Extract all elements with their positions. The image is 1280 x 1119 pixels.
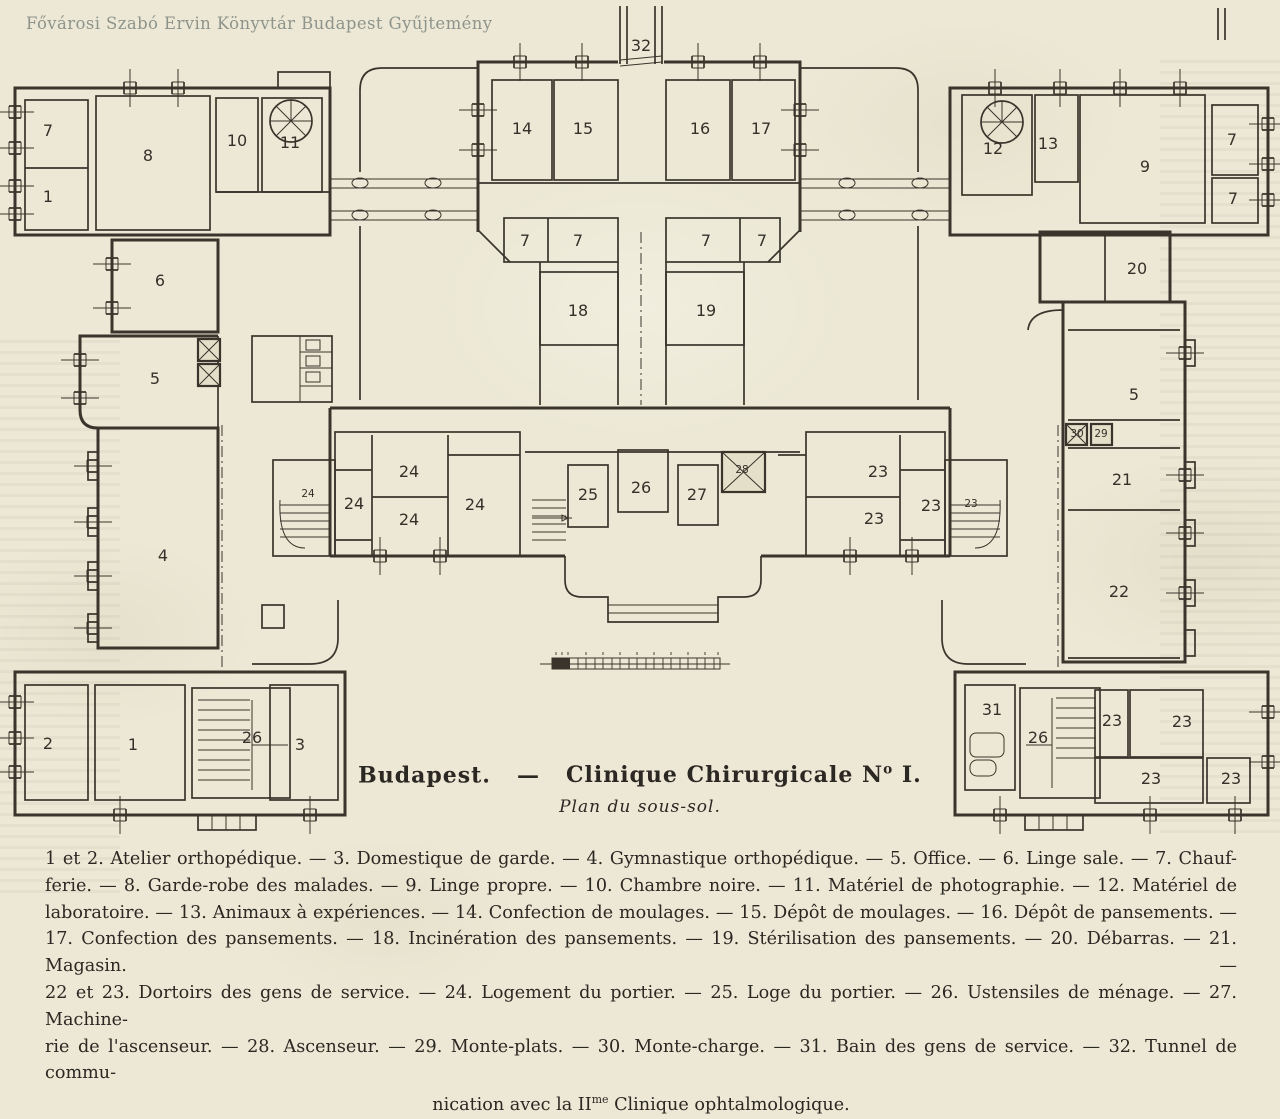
room-label-4: 4: [157, 546, 169, 565]
room-label-13: 13: [1037, 134, 1059, 153]
room-label-8: 8: [142, 146, 154, 165]
room-label-7: 7: [519, 231, 531, 250]
spiral-stair-icon: [981, 101, 1023, 143]
room-label-26: 26: [1027, 728, 1049, 747]
title-city: Budapest.: [358, 762, 491, 789]
room-label-9: 9: [1139, 157, 1151, 176]
room-label-7: 7: [1227, 189, 1239, 208]
legend-text: [45, 846, 1237, 1119]
room-label-24: 24: [398, 462, 420, 481]
room-label-2: 2: [42, 734, 54, 753]
room-label-11: 11: [279, 133, 301, 152]
central-wing: [273, 408, 1007, 622]
left-wing: [15, 72, 345, 830]
room-label-1: 1: [42, 187, 54, 206]
room-label-21: 21: [1111, 470, 1133, 489]
room-label-5: 5: [1128, 385, 1140, 404]
legend-line: ferie. — 8. Garde-robe des malades. — 9. Linge propre. — 10. Chambre noire. — 11. Matériel de photographie. — 12. Matériel de: [45, 875, 1237, 896]
room-label-19: 19: [695, 301, 717, 320]
room-label-14: 14: [511, 119, 533, 138]
room-label-7: 7: [1226, 130, 1238, 149]
legend-last-line: nication avec la $II^{me}$ Clinique ophtalmologique.: [432, 1093, 850, 1116]
room-label-24: 24: [343, 494, 365, 513]
room-label-24: 24: [301, 488, 315, 500]
room-label-18: 18: [567, 301, 589, 320]
room-label-7: 7: [572, 231, 584, 250]
room-label-23: 23: [867, 462, 889, 481]
room-label-24: 24: [398, 510, 420, 529]
legend-line: 17. Confection des pansements. — 18. Incinération des pansements. — 19. Stérilisation des pansements. — 20. Débarras. — 21. Magasin. —: [45, 929, 1237, 977]
room-label-20: 20: [1126, 259, 1148, 278]
room-label-23: 23: [1101, 711, 1123, 730]
plan-title: [0, 762, 1280, 788]
room-label-27: 27: [686, 485, 708, 504]
room-label-10: 10: [226, 131, 248, 150]
room-label-23: 23: [1171, 712, 1193, 731]
room-label-1: 1: [127, 735, 139, 754]
room-label-23: 23: [964, 498, 978, 510]
room-label-22: 22: [1108, 582, 1130, 601]
room-label-30: 30: [1070, 428, 1084, 440]
room-number-labels: [43, 36, 1241, 788]
room-label-7: 7: [700, 231, 712, 250]
room-label-12: 12: [982, 139, 1004, 158]
room-label-24: 24: [464, 495, 486, 514]
room-label-29: 29: [1094, 428, 1108, 440]
wc-cells: [252, 336, 332, 402]
legend-line: 22 et 23. Dortoirs des gens de service. — 24. Logement du portier. — 25. Loge du portier. — 26. Ustensiles de ménage. — 27. Machine-: [45, 982, 1237, 1030]
room-label-3: 3: [294, 735, 306, 754]
room-label-25: 25: [577, 485, 599, 504]
plan-title-block: [0, 762, 1280, 817]
service-lift-icon: [198, 339, 220, 386]
legend-line: laboratoire. — 13. Animaux à expériences. — 14. Confection de moulages. — 15. Dépôt de moulages. — 16. Dépôt de pansements. —: [45, 902, 1237, 923]
room-label-26: 26: [241, 728, 263, 747]
room-label-26: 26: [630, 478, 652, 497]
legend-line: 1 et 2. Atelier orthopédique. — 3. Domestique de garde. — 4. Gymnastique orthopédique. — 5. Office. — 6. Linge sale. — 7. Chauf-: [45, 849, 1237, 869]
legend-line: rie de l'ascenseur. — 28. Ascenseur. — 29. Monte-plats. — 30. Monte-charge. — 31. Bain des gens de service. — 32. Tunnel de commu-: [45, 1036, 1237, 1084]
room-label-23: 23: [863, 509, 885, 528]
room-label-15: 15: [572, 119, 594, 138]
title-clinic: Clinique Chirurgicale $N^o$ I.: [565, 762, 922, 789]
room-label-32: 32: [630, 36, 652, 55]
room-label-17: 17: [750, 119, 772, 138]
room-label-28: 28: [735, 464, 749, 476]
room-label-23: 23: [1220, 769, 1242, 788]
room-label-7: 7: [756, 231, 768, 250]
scale-bar: [540, 652, 730, 669]
stair-steps: [532, 500, 572, 540]
room-label-23: 23: [920, 496, 942, 515]
room-label-31: 31: [981, 700, 1003, 719]
room-label-16: 16: [689, 119, 711, 138]
stairwell: [273, 460, 335, 556]
room-label-6: 6: [154, 271, 166, 290]
corridor-links: [222, 68, 1058, 668]
room-label-5: 5: [149, 369, 161, 388]
room-label-23: 23: [1140, 769, 1162, 788]
title-dash: —: [516, 762, 540, 789]
plan-subtitle: Plan du sous-sol.: [559, 797, 721, 818]
room-label-7: 7: [42, 121, 54, 140]
page-edge-mark: [1218, 8, 1225, 40]
library-watermark: Fővárosi Szabó Ervin Könyvtár Budapest Gyűjtemény: [26, 14, 493, 33]
